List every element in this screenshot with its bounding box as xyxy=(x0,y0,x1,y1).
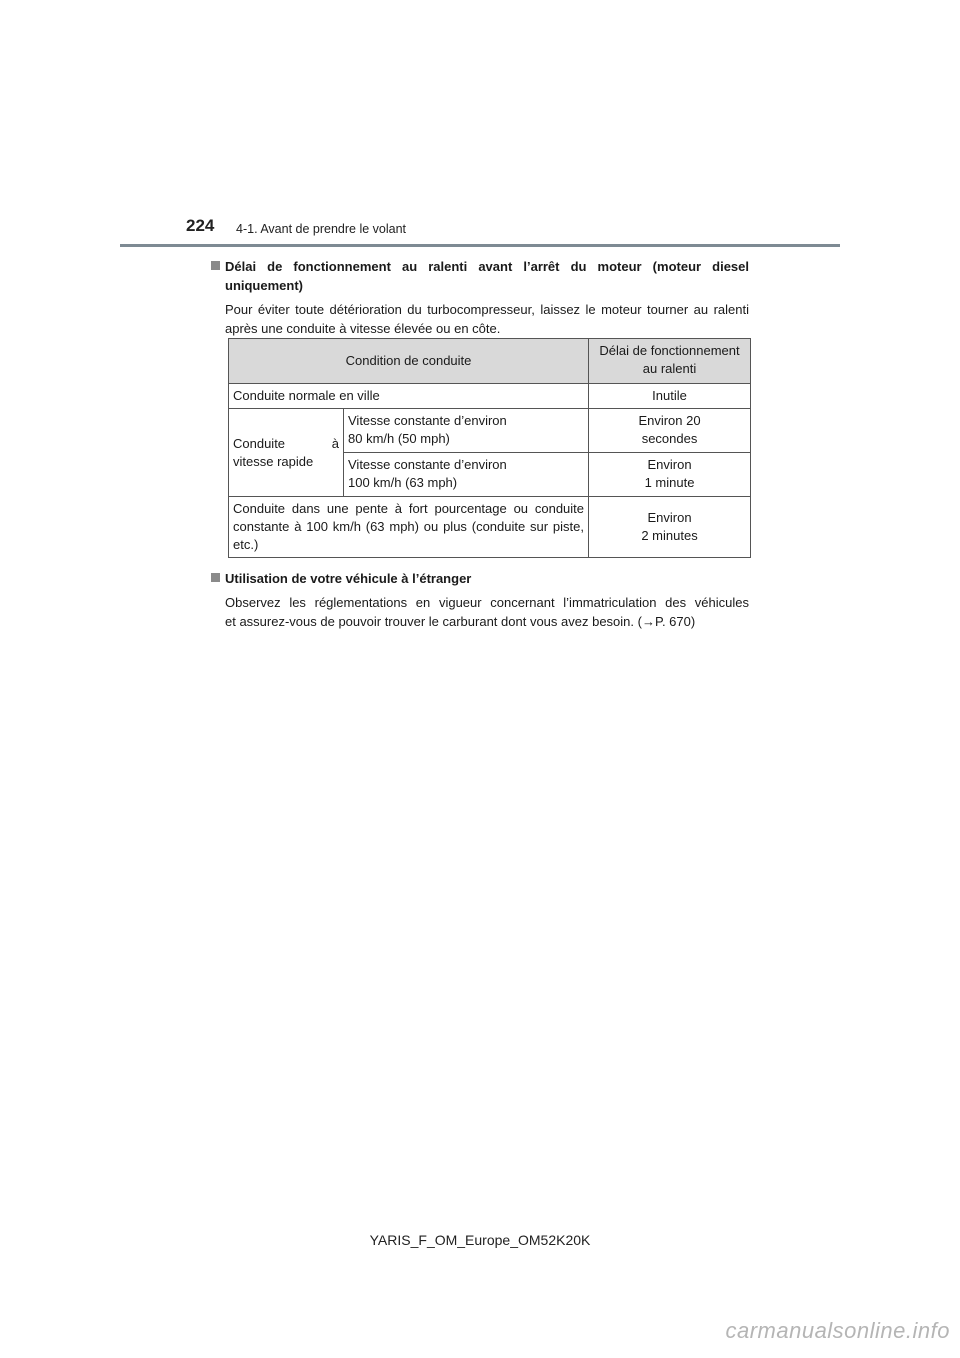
speed100-line2: 100 km/h (63 mph) xyxy=(348,475,458,490)
slope-delay-line1: Environ xyxy=(647,510,692,525)
speed80-line1: Vitesse constante d’environ xyxy=(348,413,507,428)
idle-delay-heading xyxy=(211,257,749,295)
header-divider xyxy=(120,244,840,247)
square-bullet-icon xyxy=(211,261,220,270)
speed100-condition-cell xyxy=(344,453,589,497)
header-delay-line2: au ralenti xyxy=(642,361,697,376)
speed80-condition-cell xyxy=(344,409,589,453)
page-number: 224 xyxy=(186,216,215,235)
speed100-delay-cell xyxy=(589,453,751,497)
speed80-line2: 80 km/h (50 mph) xyxy=(348,431,450,446)
idle-delay-heading-text: Délai de fonctionnement au ralenti avant l’arrêt du moteur (moteur diesel uniquement) xyxy=(225,259,749,293)
table-row xyxy=(229,384,751,409)
abroad-paragraph-line1: Observez les réglementations en vigueur concernant l’immatriculation des véhicules xyxy=(225,595,749,610)
slope-condition-cell: Conduite dans une pente à fort pourcentage ou conduite constante à 100 km/h (63 mph) ou plus (conduite sur piste, etc.) xyxy=(229,497,589,558)
abroad-paragraph-line2: et assurez-vous de pouvoir trouver le carburant dont vous avez besoin. (→P. 670) xyxy=(225,614,696,629)
city-delay-cell: Inutile xyxy=(589,384,751,409)
slope-delay-cell xyxy=(589,497,751,558)
fast-label-word2: à xyxy=(331,435,339,451)
watermark-logo: carmanualsonline.info xyxy=(725,1318,950,1343)
speed80-delay-line1: Environ 20 xyxy=(638,413,701,428)
header-delay xyxy=(589,339,751,384)
speed80-delay-line2: secondes xyxy=(641,431,698,446)
table-row xyxy=(229,409,751,453)
fast-label-word1: Conduite xyxy=(233,435,286,451)
header-delay-line1: Délai de fonctionnement xyxy=(599,343,740,358)
idle-delay-paragraph: Pour éviter toute détérioration du turbocompresseur, laissez le moteur tourner au ralenti après une conduite à vitesse élevée ou en côte. xyxy=(225,302,749,336)
section-abroad xyxy=(211,569,749,631)
square-bullet-icon xyxy=(211,573,220,582)
header-condition: Condition de conduite xyxy=(229,339,589,384)
section-idle-delay xyxy=(211,257,749,338)
section-title: 4-1. Avant de prendre le volant xyxy=(236,222,407,236)
idle-delay-table xyxy=(228,338,751,558)
table-header-row xyxy=(229,339,751,384)
document-code: YARIS_F_OM_Europe_OM52K20K xyxy=(369,1232,591,1248)
abroad-heading xyxy=(211,569,749,588)
slope-delay-line2: 2 minutes xyxy=(641,528,698,543)
city-condition-cell: Conduite normale en ville xyxy=(229,384,589,409)
speed80-delay-cell xyxy=(589,409,751,453)
speed100-delay-line1: Environ xyxy=(647,457,692,472)
abroad-heading-text: Utilisation de votre véhicule à l’étranger xyxy=(225,571,472,586)
speed100-delay-line2: 1 minute xyxy=(644,475,695,490)
fast-driving-cell xyxy=(229,409,344,497)
speed100-line1: Vitesse constante d’environ xyxy=(348,457,507,472)
fast-label-line2: vitesse rapide xyxy=(233,453,314,469)
table-row xyxy=(229,497,751,558)
